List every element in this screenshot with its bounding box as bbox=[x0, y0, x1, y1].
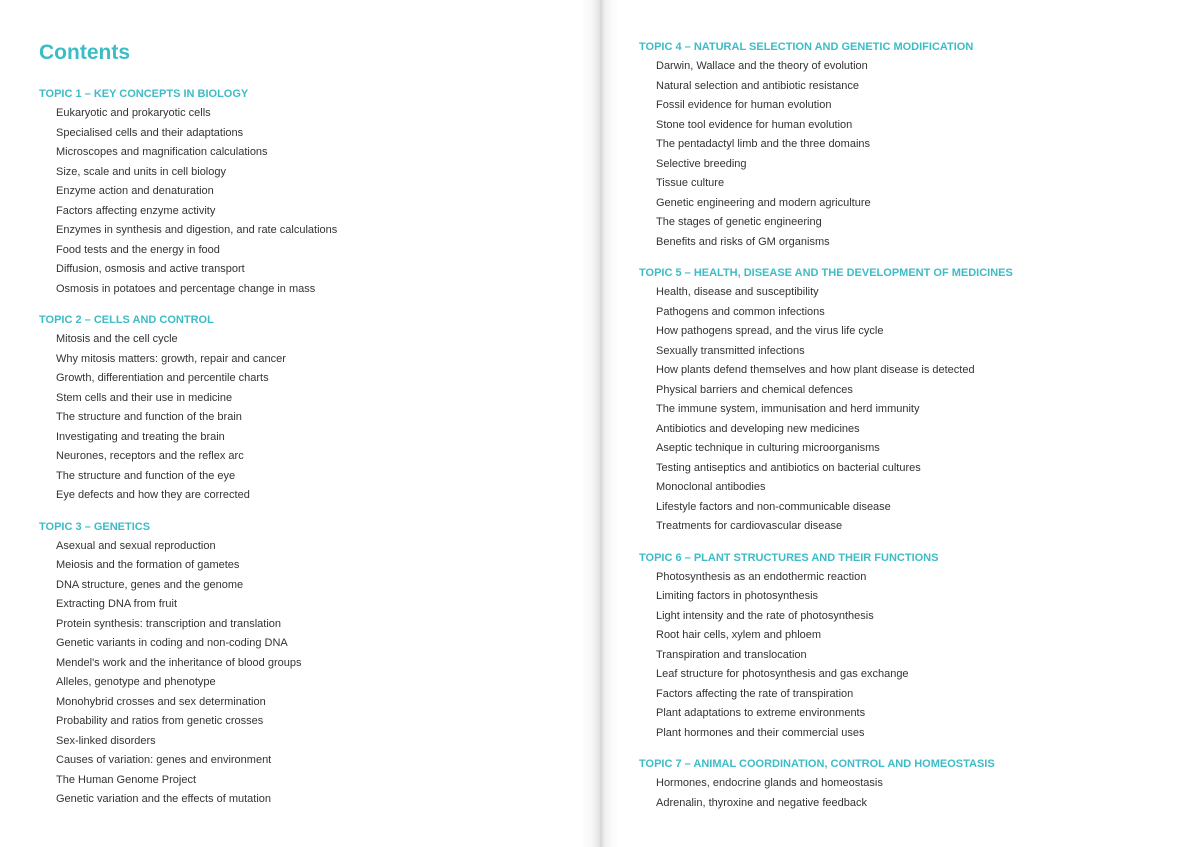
contents-entry: Neurones, receptors and the reflex arc bbox=[56, 450, 244, 462]
contents-entry: Adrenalin, thyroxine and negative feedback bbox=[656, 796, 867, 809]
topic-heading: TOPIC 5 – HEALTH, DISEASE AND THE DEVELOPMENT OF MEDICINES bbox=[639, 267, 1013, 279]
contents-entry: Eukaryotic and prokaryotic cells bbox=[56, 107, 211, 119]
contents-entry: Alleles, genotype and phenotype bbox=[56, 676, 216, 688]
contents-entry: Health, disease and susceptibility bbox=[656, 286, 819, 298]
contents-entry: Fossil evidence for human evolution bbox=[656, 99, 832, 111]
contents-entry: Extracting DNA from fruit bbox=[56, 598, 178, 610]
contents-entry: Root hair cells, xylem and phloem bbox=[656, 629, 822, 641]
topic-heading: TOPIC 4 – NATURAL SELECTION AND GENETIC MODIFICATION bbox=[639, 41, 974, 53]
topic-section bbox=[639, 548, 1179, 744]
contents-entry: The immune system, immunisation and herd immunity bbox=[656, 403, 920, 415]
contents-entry: Diffusion, osmosis and active transport bbox=[56, 263, 245, 275]
contents-entry: Microscopes and magnification calculations bbox=[56, 146, 268, 158]
contents-entry: Monohybrid crosses and sex determination bbox=[56, 695, 266, 708]
contents-entry: Plant adaptations to extreme environments bbox=[656, 707, 866, 719]
topic-section bbox=[639, 37, 1179, 252]
contents-entry: Selective breeding bbox=[656, 157, 747, 170]
topic-item-list bbox=[639, 774, 1179, 813]
topic-section bbox=[639, 263, 1179, 537]
contents-entry: Asexual and sexual reproduction bbox=[56, 539, 216, 552]
contents-entry: Leaf structure for photosynthesis and gas exchange bbox=[656, 668, 909, 680]
contents-entry: Growth, differentiation and percentile charts bbox=[56, 372, 269, 384]
contents-entry: The structure and function of the eye bbox=[56, 469, 236, 482]
contents-entry: Plant hormones and their commercial uses bbox=[656, 726, 865, 739]
topic-item-list bbox=[639, 283, 1179, 537]
topic-heading: TOPIC 2 – CELLS AND CONTROL bbox=[39, 314, 214, 326]
contents-entry: Testing antiseptics and antibiotics on bacterial cultures bbox=[656, 461, 921, 474]
contents-entry: Protein synthesis: transcription and translation bbox=[56, 617, 282, 630]
topic-section bbox=[39, 84, 579, 299]
contents-entry: Transpiration and translocation bbox=[656, 648, 807, 661]
contents-entry: How pathogens spread, and the virus life cycle bbox=[656, 325, 884, 337]
contents-entry: The pentadactyl limb and the three domains bbox=[656, 138, 871, 150]
contents-entry: Hormones, endocrine glands and homeostasis bbox=[656, 777, 883, 789]
contents-entry: Eye defects and how they are corrected bbox=[56, 489, 250, 501]
contents-entry: Genetic variation and the effects of mutation bbox=[56, 793, 272, 805]
contents-entry: Light intensity and the rate of photosynthesis bbox=[656, 609, 874, 622]
contents-entry: Pathogens and common infections bbox=[656, 305, 825, 318]
topic-heading: TOPIC 7 – ANIMAL COORDINATION, CONTROL AND HOMEOSTASIS bbox=[639, 758, 995, 770]
contents-entry: How plants defend themselves and how plant disease is detected bbox=[656, 364, 975, 376]
topic-section bbox=[639, 754, 1179, 813]
contents-entry: Size, scale and units in cell biology bbox=[56, 165, 226, 178]
contents-entry: Why mitosis matters: growth, repair and cancer bbox=[56, 352, 286, 365]
contents-entry: Photosynthesis as an endothermic reaction bbox=[656, 570, 867, 583]
contents-entry: Genetic engineering and modern agriculture bbox=[656, 196, 871, 209]
topic-section bbox=[39, 310, 579, 506]
contents-column-left bbox=[39, 84, 579, 810]
contents-entry: Sexually transmitted infections bbox=[656, 344, 805, 357]
topic-heading: TOPIC 3 – GENETICS bbox=[39, 520, 151, 533]
contents-column-right bbox=[639, 37, 1179, 813]
contents-entry: Darwin, Wallace and the theory of evolution bbox=[656, 60, 868, 72]
left-page bbox=[0, 0, 598, 847]
contents-entry: Probability and ratios from genetic crosses bbox=[56, 715, 264, 727]
contents-entry: The Human Genome Project bbox=[56, 773, 197, 786]
page-title: Contents bbox=[39, 41, 130, 64]
contents-entry: Treatments for cardiovascular disease bbox=[656, 520, 843, 532]
contents-entry: Stone tool evidence for human evolution bbox=[656, 118, 853, 131]
topic-heading: TOPIC 1 – KEY CONCEPTS IN BIOLOGY bbox=[39, 88, 249, 100]
contents-entry: Food tests and the energy in food bbox=[56, 243, 220, 256]
topic-item-list bbox=[39, 537, 579, 810]
contents-entry: Mitosis and the cell cycle bbox=[56, 333, 178, 345]
contents-entry: Natural selection and antibiotic resistance bbox=[656, 79, 860, 92]
contents-entry: Mendel's work and the inheritance of blood groups bbox=[56, 656, 302, 669]
topic-item-list bbox=[639, 568, 1179, 744]
contents-entry: Causes of variation: genes and environment bbox=[56, 754, 272, 766]
contents-entry: The structure and function of the brain bbox=[56, 411, 242, 423]
contents-entry: Tissue culture bbox=[656, 177, 725, 189]
contents-entry: Limiting factors in photosynthesis bbox=[656, 590, 819, 602]
contents-entry: Lifestyle factors and non-communicable disease bbox=[656, 500, 891, 513]
contents-entry: Stem cells and their use in medicine bbox=[56, 391, 233, 404]
topic-item-list bbox=[39, 330, 579, 506]
topic-item-list bbox=[639, 57, 1179, 252]
contents-entry: Specialised cells and their adaptations bbox=[56, 126, 244, 139]
contents-entry: Factors affecting enzyme activity bbox=[56, 204, 216, 217]
topic-section bbox=[39, 517, 579, 810]
contents-entry: Sex-linked disorders bbox=[56, 734, 156, 747]
contents-entry: Genetic variants in coding and non-coding DNA bbox=[56, 637, 288, 649]
contents-entry: Enzymes in synthesis and digestion, and rate calculations bbox=[56, 224, 338, 236]
contents-entry: Physical barriers and chemical defences bbox=[656, 383, 853, 396]
right-page bbox=[598, 0, 1200, 847]
topic-item-list bbox=[39, 104, 579, 299]
contents-entry: The stages of genetic engineering bbox=[656, 216, 822, 228]
contents-entry: DNA structure, genes and the genome bbox=[56, 578, 244, 591]
contents-entry: Antibiotics and developing new medicines bbox=[656, 422, 860, 435]
contents-entry: Osmosis in potatoes and percentage change in mass bbox=[56, 282, 316, 295]
contents-entry: Factors affecting the rate of transpiration bbox=[656, 687, 854, 700]
contents-entry: Investigating and treating the brain bbox=[56, 430, 225, 443]
topic-heading: TOPIC 6 – PLANT STRUCTURES AND THEIR FUNCTIONS bbox=[639, 551, 939, 564]
contents-entry: Benefits and risks of GM organisms bbox=[656, 235, 830, 248]
contents-entry: Meiosis and the formation of gametes bbox=[56, 559, 240, 571]
contents-entry: Monoclonal antibodies bbox=[656, 481, 766, 493]
contents-entry: Aseptic technique in culturing microorganisms bbox=[656, 442, 880, 454]
contents-entry: Enzyme action and denaturation bbox=[56, 185, 214, 197]
